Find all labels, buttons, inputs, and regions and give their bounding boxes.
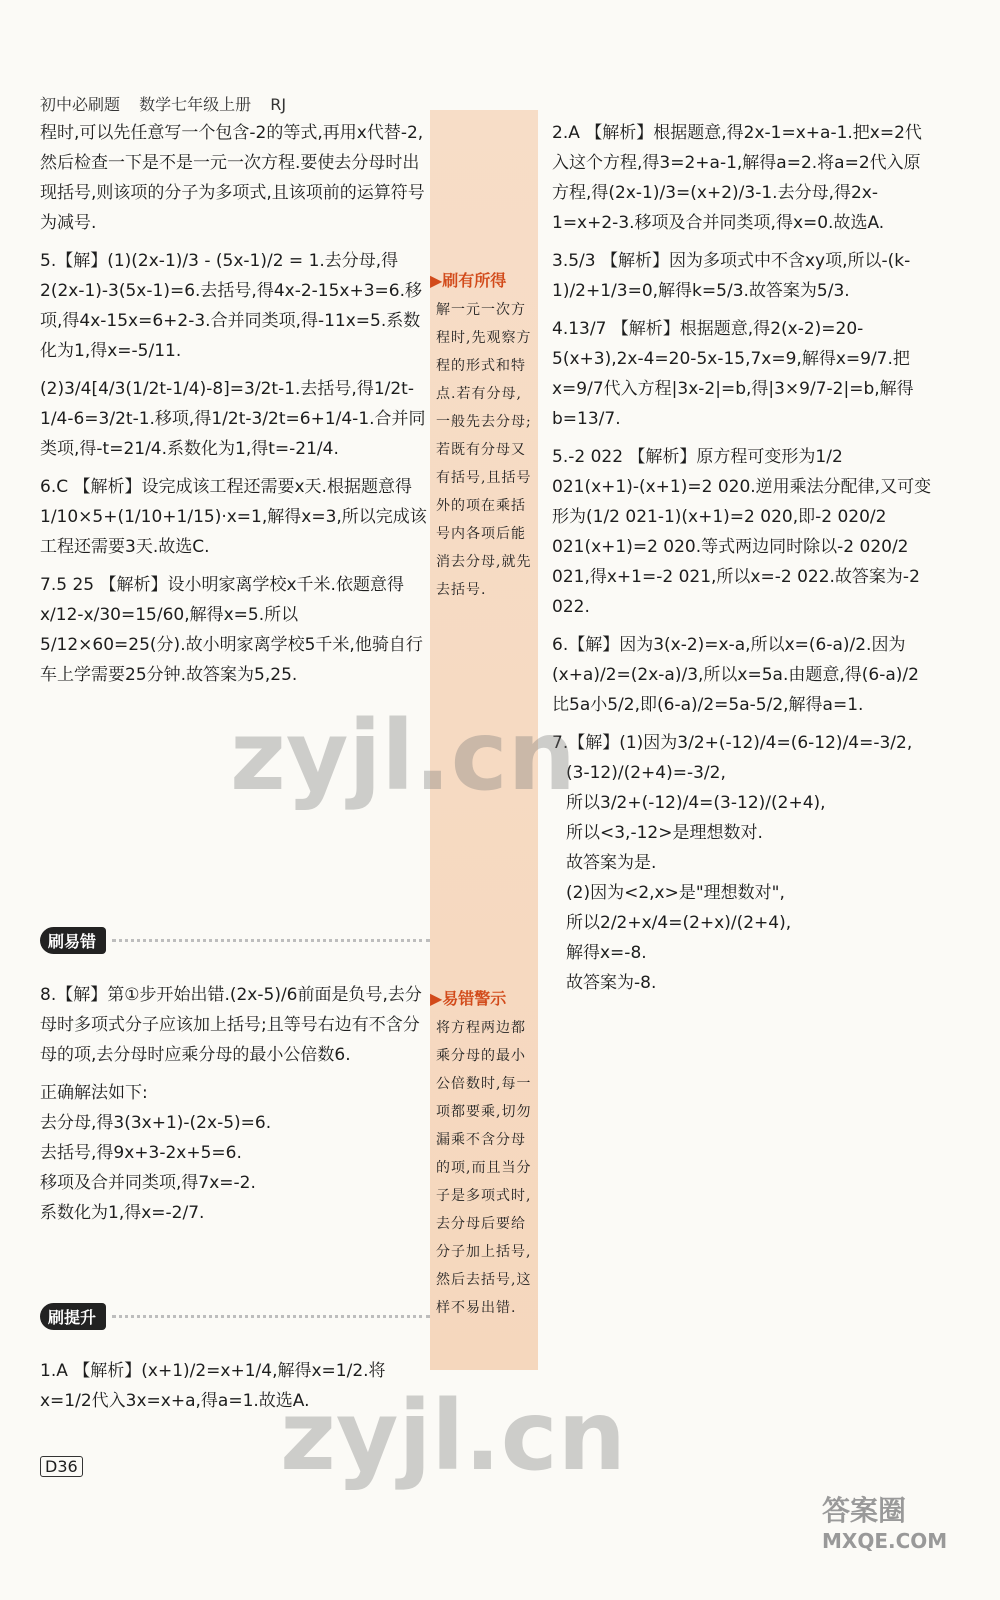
question-4: 4.13/7 【解析】根据题意,得2(x-2)=20-5(x+3),2x-4=20-5x-15,7x=9,解得x=9/7.把x=9/7代入方程|3x-2|=b,得|3×9/7-2|=b,解得b=13/7. bbox=[552, 319, 914, 429]
book-name: 初中必刷题 bbox=[40, 95, 121, 114]
question-1: 1.A 【解析】(x+1)/2=x+1/4,解得x=1/2.将x=1/2代入3x=x+a,得a=1.故选A. bbox=[40, 1361, 386, 1411]
question-7-line-7: 所以2/2+x/4=(2+x)/(2+4), bbox=[566, 913, 792, 933]
question-7-line-9: 故答案为-8. bbox=[566, 973, 657, 993]
question-3: 3.5/3 【解析】因为多项式中不含xy项,所以-(k-1)/2+1/3=0,解得k=5/3.故答案为5/3. bbox=[552, 251, 911, 301]
question-7-line-6: (2)因为<2,x>是"理想数对", bbox=[566, 883, 785, 903]
question-7-line-8: 解得x=-8. bbox=[566, 943, 647, 963]
question-7-line-2: (3-12)/(2+4)=-3/2, bbox=[566, 763, 726, 783]
intro-text: 程时,可以先任意写一个包含-2的等式,再用x代替-2,然后检查一下是不是一元一次方程.要使去分母时出现括号,则该项的分子为多项式,且该项前的运算符号为减号. bbox=[40, 123, 425, 233]
note-title-gains: ▶刷有所得 bbox=[430, 271, 507, 290]
solution-step-3: 移项及合并同类项,得7x=-2. bbox=[40, 1173, 256, 1193]
watermark-top: zyjl.cn bbox=[230, 700, 576, 812]
solution-step-1: 去分母,得3(3x+1)-(2x-5)=6. bbox=[40, 1113, 272, 1133]
question-7-line-1: 7.【解】(1)因为3/2+(-12)/4=(6-12)/4=-3/2, bbox=[552, 733, 913, 753]
dotted-divider bbox=[112, 1315, 430, 1318]
note-warning: 将方程两边都乘分母的最小公倍数时,每一项都要乘,切勿漏乘不含分母的项,而且当分子是多项式时,去分母后要给分子加上括号,然后去括号,这样不易出错. bbox=[436, 1020, 532, 1316]
logo-text: 答案圈 bbox=[822, 1494, 907, 1527]
edition-label: RJ bbox=[270, 95, 287, 114]
note-title-warning: ▶易错警示 bbox=[430, 989, 507, 1008]
section-improve bbox=[40, 1302, 430, 1330]
question-6: 6.C 【解析】设完成该工程还需要x天.根据题意得1/10×5+(1/10+1/15)·x=1,解得x=3,所以完成该工程还需要3天.故选C. bbox=[40, 477, 427, 557]
section-common-mistakes bbox=[40, 926, 430, 954]
question-5-part-2: (2)3/4[4/3(1/2t-1/4)-8]=3/2t-1.去括号,得1/2t-1/4-6=3/2t-1.移项,得1/2t-3/2t=6+1/4-1.合并同类项,得-t=21/4.系数化为1,得t=-21/4. bbox=[40, 379, 426, 459]
question-7-line-4: 所以<3,-12>是理想数对. bbox=[566, 823, 763, 843]
question-7-line-5: 故答案为是. bbox=[566, 853, 657, 873]
subject-name: 数学七年级上册 bbox=[139, 95, 252, 114]
left-column bbox=[40, 118, 430, 698]
solution-heading: 正确解法如下: bbox=[40, 1083, 148, 1103]
dotted-divider bbox=[112, 939, 430, 942]
question-6-right: 6.【解】因为3(x-2)=x-a,所以x=(6-a)/2.因为(x+a)/2=(2x-a)/3,所以x=5a.由题意,得(6-a)/2比5a小5/2,即(6-a)/2=5a-5/2,解得a=1. bbox=[552, 635, 919, 715]
question-2: 2.A 【解析】根据题意,得2x-1=x+a-1.把x=2代入这个方程,得3=2+a-1,解得a=2.将a=2代入原方程,得(2x-1)/3=(x+2)/3-1.去分母,得2x-1=x+2-3.移项及合并同类项,得x=0.故选A. bbox=[552, 123, 922, 233]
section-badge: 刷提升 bbox=[40, 1303, 106, 1330]
question-8: 8.【解】第①步开始出错.(2x-5)/6前面是负号,去分母时多项式分子应该加上括号;且等号右边有不含分母的项,去分母时应乘分母的最小公倍数6. bbox=[40, 985, 422, 1065]
watermark-bottom: zyjl.cn bbox=[280, 1380, 626, 1492]
question-8-block bbox=[40, 980, 430, 1228]
question-7-line-3: 所以3/2+(-12)/4=(3-12)/(2+4), bbox=[566, 793, 826, 813]
question-5-right: 5.-2 022 【解析】原方程可变形为1/2 021(x+1)-(x+1)=2 020.逆用乘法分配律,又可变形为(1/2 021-1)(x+1)=2 020,即-2 020/2 021(x+1)=2 020.等式两边同时除以-2 020/2 021,得x+1=-2 021,所以x=-2 022.故答案为-2 022. bbox=[552, 447, 932, 617]
section-badge: 刷易错 bbox=[40, 927, 106, 954]
question-7: 7.5 25 【解析】设小明家离学校x千米.依题意得x/12-x/30=15/60,解得x=5.所以5/12×60=25(分).故小明家离学校5千米,他骑自行车上学需要25分钟.故答案为5,25. bbox=[40, 575, 423, 685]
logo-url: MXQE.COM bbox=[822, 1529, 948, 1553]
site-logo bbox=[822, 1496, 947, 1556]
page-header bbox=[40, 92, 300, 115]
right-column bbox=[552, 118, 932, 998]
solution-step-4: 系数化为1,得x=-2/7. bbox=[40, 1203, 205, 1223]
solution-step-2: 去括号,得9x+3-2x+5=6. bbox=[40, 1143, 242, 1163]
note-gains: 解一元一次方程时,先观察方程的形式和特点.若有分母,一般先去分母;若既有分母又有括号,且括号外的项在乘括号内各项后能消去分母,就先去括号. bbox=[436, 302, 532, 598]
question-1-block bbox=[40, 1356, 430, 1424]
page-number: D36 bbox=[40, 1456, 83, 1477]
question-5-part-1: 5.【解】(1)(2x-1)/3 - (5x-1)/2 = 1.去分母,得2(2x-1)-3(5x-1)=6.去括号,得4x-2-15x+3=6.移项,得4x-15x=6+2-3.合并同类项,得-11x=5.系数化为1,得x=-5/11. bbox=[40, 251, 422, 361]
